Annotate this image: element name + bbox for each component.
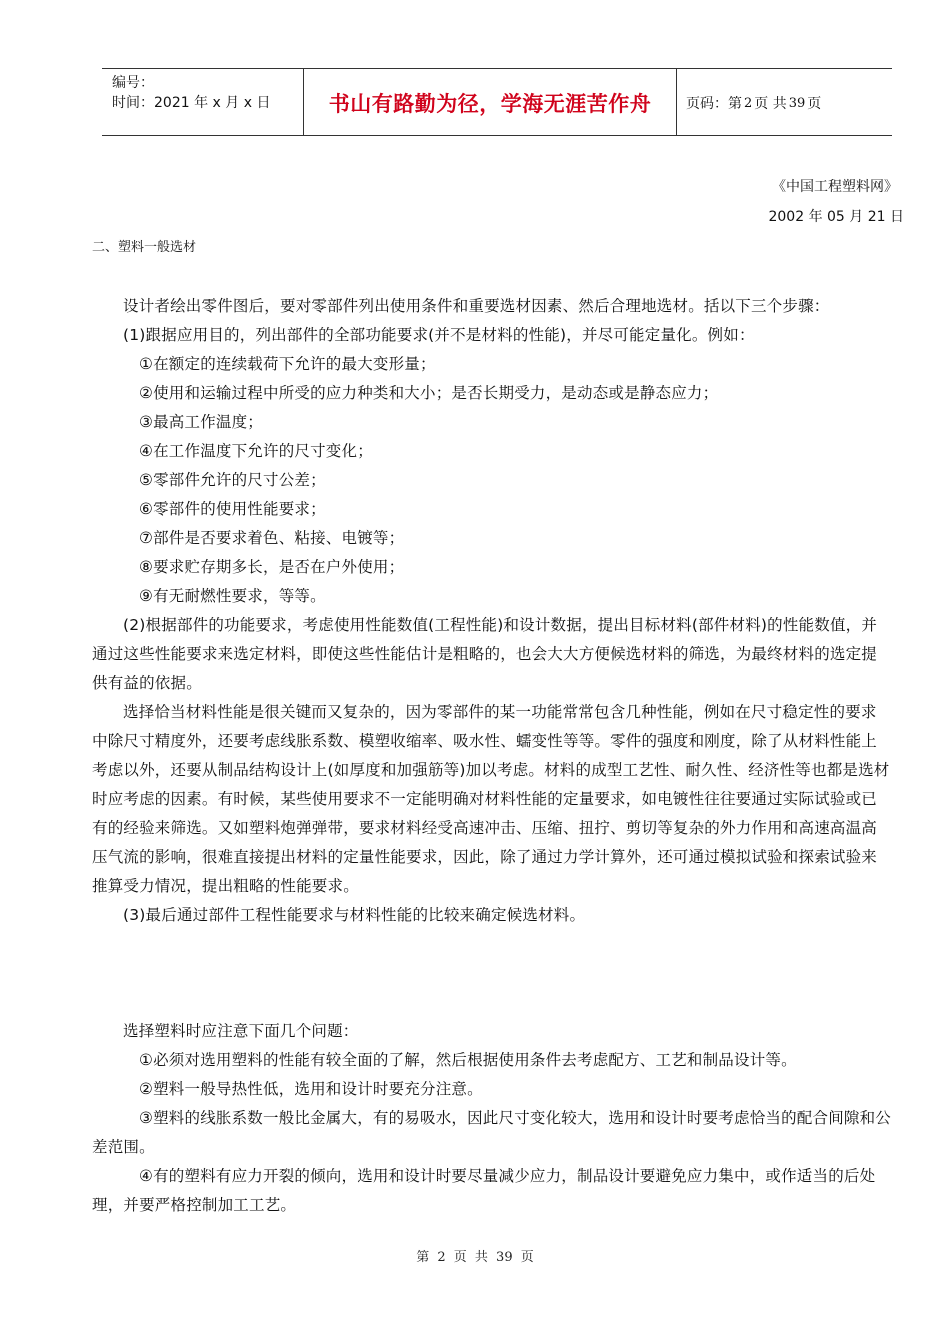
- page-mid: 页 共: [754, 96, 787, 112]
- page-prefix: 页码：第: [686, 96, 742, 112]
- selection-paragraph: 选择恰当材料性能是很关键而又复杂的，因为零部件的某一功能常常包含几种性能，例如在尺寸稳定性的要求中除尺寸精度外，还要考虑线胀系数、模塑收缩率、吸水性、蠕变性等等。零件的强度和刚度，除了从材料性能上考虑以外，还要从制品结构设计上(如厚度和加强筋等)加以考虑。材料的成型工艺性、耐久性、经济性等也都是选材时应考虑的因素。有时候，某些使用要求不一定能明确对材料性能的定量要求，如电镀性往往要通过实际试验或已有的经验来筛选。又如塑料炮弹弹带，要求材料经受高速冲击、压缩、扭拧、剪切等复杂的外力作用和高速高温高压气流的影响，很难直接提出材料的定量性能要求，因此，除了通过力学计算外，还可通过模拟试验和探索试验来推算受力情况，提出粗略的性能要求。: [92, 703, 890, 895]
- list-item: ⑨有无耐燃性要求，等等。: [139, 587, 326, 605]
- note-item: ①必须对选用塑料的性能有较全面的了解，然后根据使用条件去考虑配方、工艺和制品设计等。: [139, 1051, 797, 1069]
- page-current: 2: [744, 95, 753, 111]
- list-item: ⑥零部件的使用性能要求；: [139, 500, 326, 518]
- list-item: ⑧要求贮存期多长，是否在户外使用；: [139, 558, 405, 576]
- source-label: 《中国工程塑料网》: [772, 179, 898, 195]
- note-item: ③塑料的线胀系数一般比金属大，有的易吸水，因此尺寸变化较大，选用和设计时要考虑恰当的配合间隙和公差范围。: [92, 1109, 891, 1156]
- section-title: 二、塑料一般选材: [92, 240, 197, 255]
- document-header: [102, 68, 892, 136]
- list-item: ⑦部件是否要求着色、粘接、电镀等；: [139, 529, 405, 547]
- page-footer: 第 2 页 共 39 页: [416, 1250, 534, 1265]
- header-page-info: [686, 69, 821, 137]
- date-label: 2002 年 05 月 21 日: [768, 209, 904, 225]
- intro-paragraph: 设计者绘出零件图后，要对零部件列出使用条件和重要选材因素、然后合理地选材。括以下三个步骤：: [123, 297, 830, 315]
- header-motto: 书山有路勤为径，学海无涯苦作舟: [328, 91, 652, 116]
- spacer: [92, 930, 892, 1017]
- note-item: ②塑料一般导热性低，选用和设计时要充分注意。: [139, 1080, 483, 1098]
- header-divider: [676, 69, 677, 135]
- number-label: 编号：: [112, 75, 154, 91]
- list-item: ③最高工作温度；: [139, 413, 263, 431]
- header-meta: [112, 73, 270, 113]
- note-item: ④有的塑料有应力开裂的倾向，选用和设计时要尽量减少应力，制品设计要避免应力集中，或作适当的后处理，并要严格控制加工工艺。: [92, 1167, 876, 1214]
- list-item: ⑤零部件允许的尺寸公差；: [139, 471, 326, 489]
- step2-paragraph: (2)根据部件的功能要求，考虑使用性能数值(工程性能)和设计数据，提出目标材料(部件材料)的性能数值，并通过这些性能要求来选定材料，即使这些性能估计是粗略的，也会大大方便候选材料的筛选，为最终材料的选定提供有益的依据。: [92, 616, 878, 692]
- step3-paragraph: (3)最后通过部件工程性能要求与材料性能的比较来确定候选材料。: [123, 906, 586, 924]
- page-total: 39: [788, 95, 806, 111]
- list-item: ②使用和运输过程中所受的应力种类和大小；是否长期受力，是动态或是静态应力；: [139, 384, 719, 402]
- page-suffix: 页: [807, 96, 822, 112]
- time-label: 时间：2021 年 x 月 x 日: [112, 95, 271, 111]
- step1-paragraph: (1)跟据应用目的，列出部件的全部功能要求(并不是材料的性能)，并尽可能定量化。例如：: [123, 326, 755, 344]
- list-item: ①在额定的连续载荷下允许的最大变形量；: [139, 355, 436, 373]
- list-item: ④在工作温度下允许的尺寸变化；: [139, 442, 373, 460]
- notes-intro: 选择塑料时应注意下面几个问题：: [123, 1022, 359, 1040]
- document-body: [92, 292, 892, 1220]
